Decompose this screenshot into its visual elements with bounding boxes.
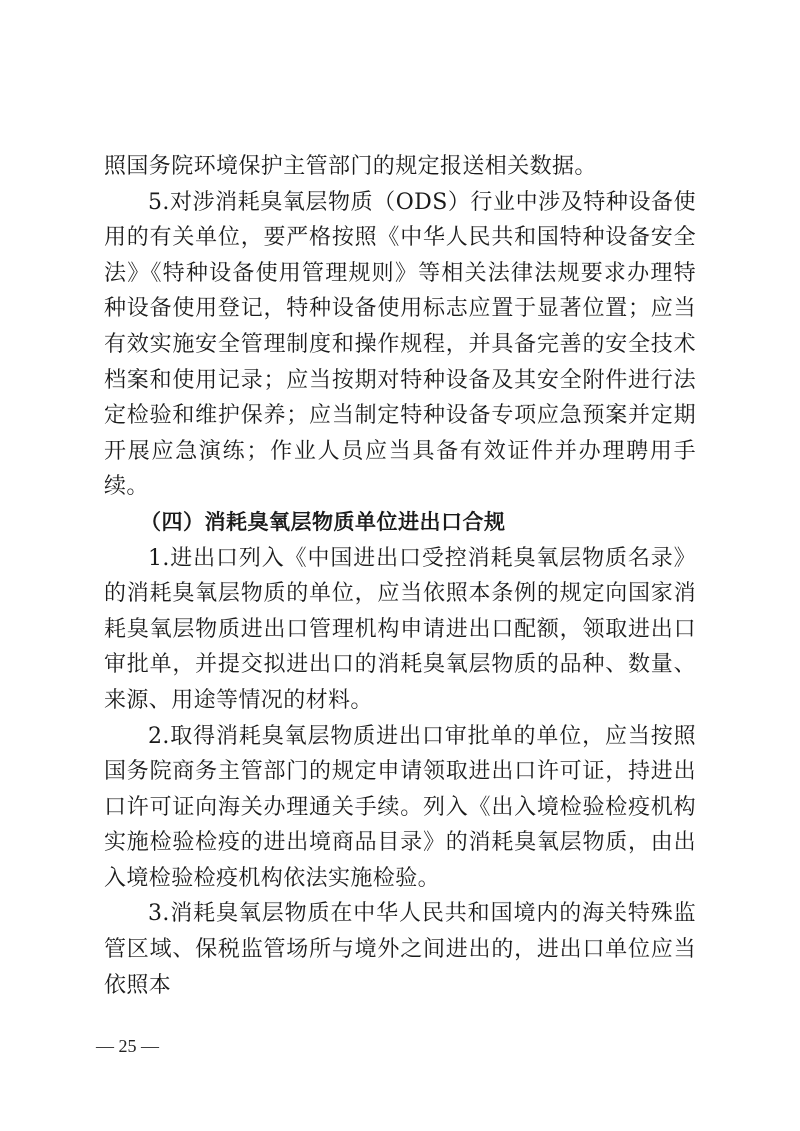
paragraph-continuation: 照国务院环境保护主管部门的规定报送相关数据。	[104, 154, 597, 179]
section-heading-4: （四）消耗臭氧层物质单位进出口合规	[140, 509, 506, 534]
page-number: — 25 —	[96, 1036, 159, 1056]
document-body	[104, 149, 696, 1003]
paragraph-item-2: 2.取得消耗臭氧层物质进出口审批单的单位，应当按照国务院商务主管部门的规定申请领取进出口许可证，持进出口许可证向海关办理通关手续。列入《出入境检验检疫机构实施检验检疫的进出境商品目录》的消耗臭氧层物质，由出入境检验检疫机构依法实施检验。	[104, 723, 696, 891]
paragraph-item-1: 1.进出口列入《中国进出口受控消耗臭氧层物质名录》的消耗臭氧层物质的单位，应当依照本条例的规定向国家消耗臭氧层物质进出口管理机构申请进出口配额，领取进出口审批单，并提交拟进出口的消耗臭氧层物质的品种、数量、来源、用途等情况的材料。	[104, 545, 696, 713]
paragraph-item-5: 5.对涉消耗臭氧层物质（ODS）行业中涉及特种设备使用的有关单位，要严格按照《中华人民共和国特种设备安全法》《特种设备使用管理规则》等相关法律法规要求办理特种设备使用登记，特种设备使用标志应置于显著位置；应当有效实施安全管理制度和操作规程，并具备完善的安全技术档案和使用记录；应当按期对特种设备及其安全附件进行法定检验和维护保养；应当制定特种设备专项应急预案并定期开展应急演练；作业人员应当具备有效证件并办理聘用手续。	[104, 189, 696, 500]
paragraph-item-3: 3.消耗臭氧层物质在中华人民共和国境内的海关特殊监管区域、保税监管场所与境外之间进出的，进出口单位应当依照本	[104, 901, 696, 998]
